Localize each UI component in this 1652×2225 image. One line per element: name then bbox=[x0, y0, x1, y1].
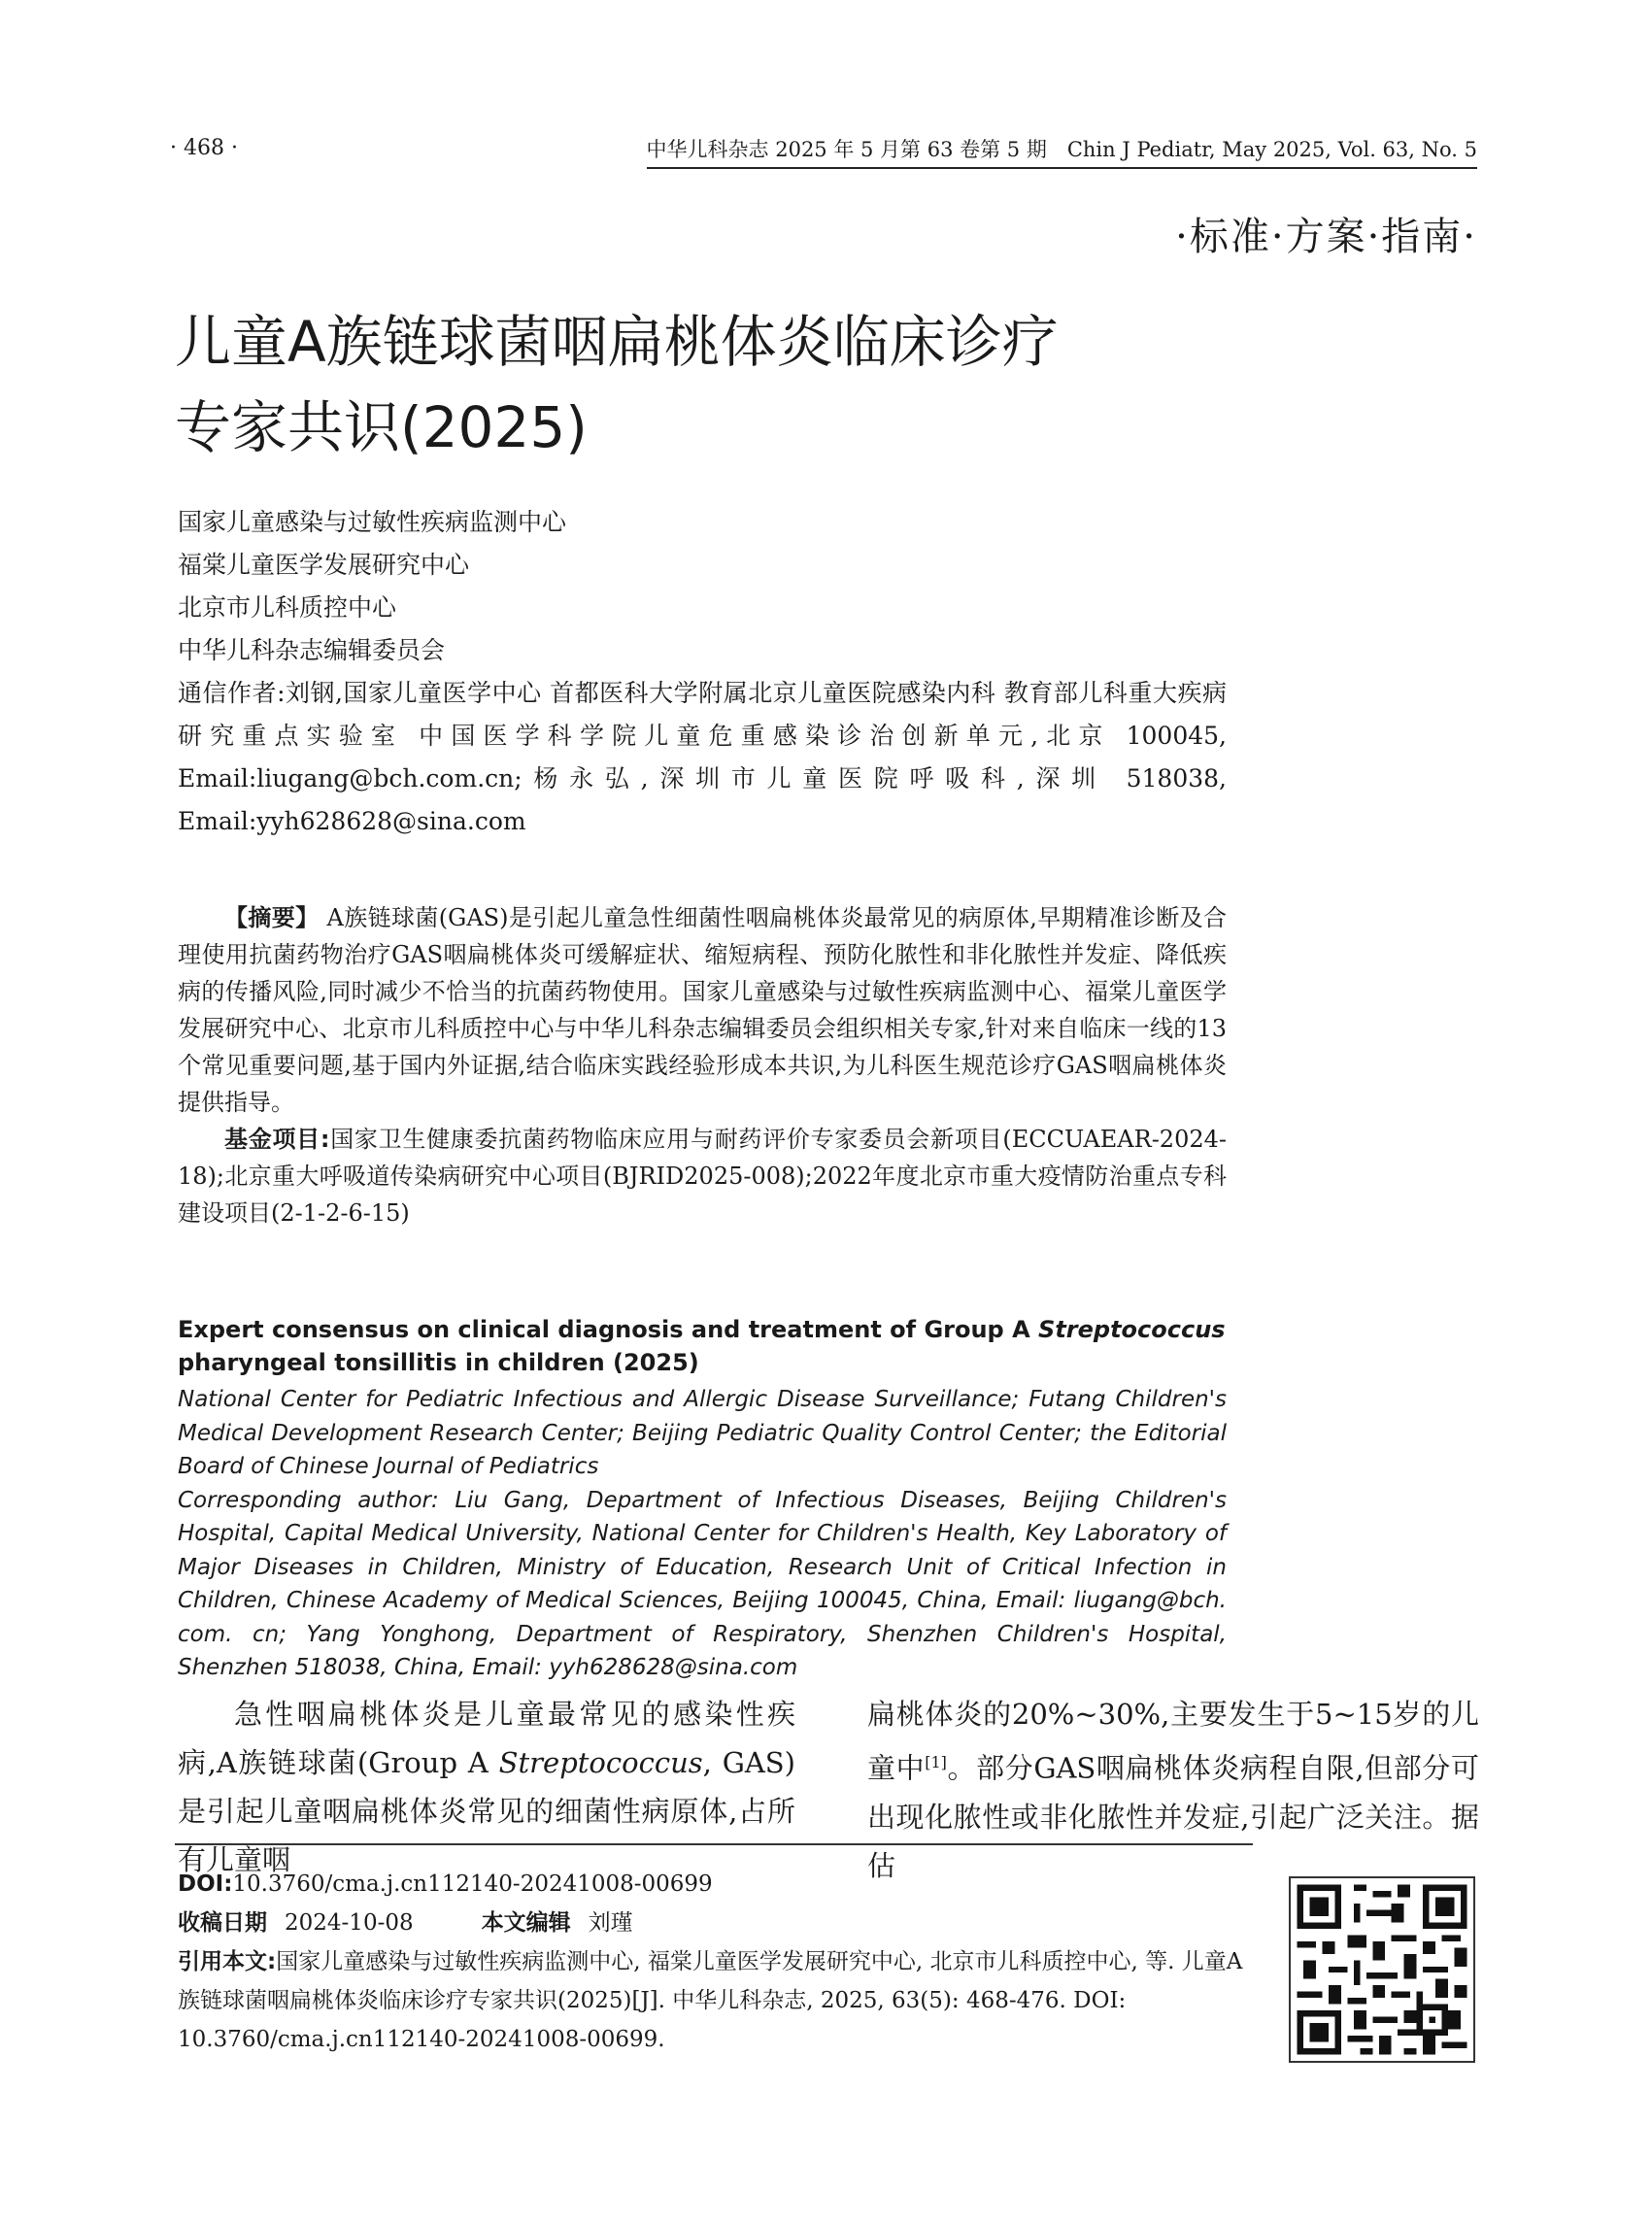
journal-header: 中华儿科杂志 2025 年 5 月第 63 卷第 5 期 Chin J Pediatr, May 2025, Vol. 63, No. 5 bbox=[647, 134, 1477, 169]
abstract-label: 【摘要】 bbox=[224, 904, 320, 931]
body-text: , GAS)是引起儿童咽扁桃体炎常见的细菌性病原体,占所有儿童咽 bbox=[178, 1746, 795, 1876]
cite-label: 引用本文: bbox=[178, 1949, 277, 1974]
body-column-left bbox=[178, 1690, 795, 1884]
corresponding-author: 通信作者:刘钢,国家儿童医学中心 首都医科大学附属北京儿童医院感染内科 教育部儿科重大疾病研究重点实验室 中国医学科学院儿童危重感染诊治创新单元,北京 100045, Email:liugang@bch.com.cn;杨永弘,深圳市儿童医院呼吸科,深圳 518038, Email:yyh628628@sina.com bbox=[178, 679, 1227, 835]
reference-marker[interactable]: [1] bbox=[925, 1753, 947, 1771]
doi-label: DOI: bbox=[178, 1871, 233, 1897]
organization: 国家儿童感染与过敏性疾病监测中心 bbox=[178, 508, 567, 536]
title-line-1: 儿童A族链球菌咽扁桃体炎临床诊疗 bbox=[175, 309, 1059, 375]
body-paragraph bbox=[867, 1690, 1479, 1890]
body-text: 扁桃体炎的20%~30%,主要发生于5~15岁的儿童中 bbox=[867, 1698, 1479, 1785]
english-abstract-header bbox=[178, 1313, 1227, 1685]
body-text: 。部分GAS咽扁桃体炎病程自限,但部分可出现化脓性或非化脓性并发症,引起广泛关注。据估 bbox=[867, 1751, 1479, 1882]
article-title bbox=[175, 299, 1059, 470]
abstract-block bbox=[178, 899, 1227, 1231]
editor-name: 刘瑾 bbox=[588, 1910, 633, 1936]
organization: 福棠儿童医学发展研究中心 bbox=[178, 551, 470, 579]
english-title-text: Expert consensus on clinical diagnosis and treatment of Group A bbox=[178, 1316, 1039, 1343]
qr-code-icon[interactable] bbox=[1289, 1876, 1475, 2063]
funding-label: 基金项目: bbox=[224, 1126, 330, 1153]
citation-row bbox=[178, 1942, 1256, 2059]
received-label: 收稿日期 bbox=[178, 1910, 267, 1936]
received-row bbox=[178, 1904, 1256, 1942]
received-date: 2024-10-08 bbox=[285, 1910, 414, 1936]
title-line-2: 专家共识(2025) bbox=[175, 394, 588, 460]
author-organizations bbox=[178, 501, 566, 672]
doi-link[interactable]: 10.3760/cma.j.cn112140-20241008-00699 bbox=[232, 1871, 713, 1897]
funding-text: 国家卫生健康委抗菌药物临床应用与耐药评价专家委员会新项目(ECCUAEAR-2024-18);北京重大呼吸道传染病研究中心项目(BJRID2025-008);2022年度北京市重大疫情防治重点专科建设项目(2-1-2-6-15) bbox=[178, 1126, 1227, 1227]
english-corresponding: Corresponding author: Liu Gang, Department of Infectious Diseases, Beijing Children's Hospital, Capital Medical University, National Center for Children's Health, Key Laboratory of Major Diseases in Children, Ministry of Education, Research Unit of Critical Infection in Children, Chinese Academy of Medical Sciences, Beijing 100045, China, Email: liugang@bch. com. cn; Yang Yonghong, Department of Respiratory, Shenzhen Children's Hospital, Shenzhen 518038, China, Email: yyh628628@sina.com bbox=[178, 1487, 1227, 1680]
body-paragraph bbox=[178, 1690, 795, 1884]
organization: 北京市儿科质控中心 bbox=[178, 593, 397, 622]
abstract-text: A族链球菌(GAS)是引起儿童急性细菌性咽扁桃体炎最常见的病原体,早期精准诊断及合理使用抗菌药物治疗GAS咽扁桃体炎可缓解症状、缩短病程、预防化脓性和非化脓性并发症、降低疾病的传播风险,同时减少不恰当的抗菌药物使用。国家儿童感染与过敏性疾病监测中心、福棠儿童医学发展研究中心、北京市儿科质控中心与中华儿科杂志编辑委员会组织相关专家,针对来自临床一线的13个常见重要问题,基于国内外证据,结合临床实践经验形成本共识,为儿科医生规范诊疗GAS咽扁桃体炎提供指导。 bbox=[178, 904, 1228, 1116]
body-italic: Streptococcus bbox=[498, 1746, 703, 1779]
body-text: 急性咽扁桃体炎是儿童最常见的感染性疾病,A族链球菌(Group A bbox=[178, 1698, 795, 1779]
page-number: · 468 · bbox=[170, 136, 238, 160]
organization: 中华儿科杂志编辑委员会 bbox=[178, 636, 446, 664]
english-title-text: pharyngeal tonsillitis in children (2025) bbox=[178, 1349, 699, 1376]
doi-row bbox=[178, 1865, 1256, 1904]
cite-text: 国家儿童感染与过敏性疾病监测中心, 福棠儿童医学发展研究中心, 北京市儿科质控中心, 等. 儿童A族链球菌咽扁桃体炎临床诊疗专家共识(2025)[J]. 中华儿科杂志, 2025, 63(5): 468-476. DOI: 10.3760/cma.j.cn112140-20241008-00699. bbox=[178, 1949, 1243, 2052]
english-affiliations: National Center for Pediatric Infectious and Allergic Disease Surveillance; Futang Children's Medical Development Research Center; Beijing Pediatric Quality Control Center; the Editorial Board of Chinese Journal of Pediatrics bbox=[178, 1387, 1227, 1479]
section-label: ·标准·方案·指南· bbox=[1175, 215, 1477, 259]
editor-label: 本文编辑 bbox=[481, 1910, 571, 1936]
footer-divider bbox=[175, 1843, 1253, 1845]
abstract-paragraph bbox=[178, 899, 1227, 1121]
body-column-right bbox=[867, 1690, 1479, 1890]
article-footer bbox=[178, 1865, 1256, 2059]
funding-paragraph bbox=[178, 1121, 1227, 1231]
english-title bbox=[178, 1313, 1227, 1379]
english-title-italic: Streptococcus bbox=[1038, 1316, 1226, 1343]
